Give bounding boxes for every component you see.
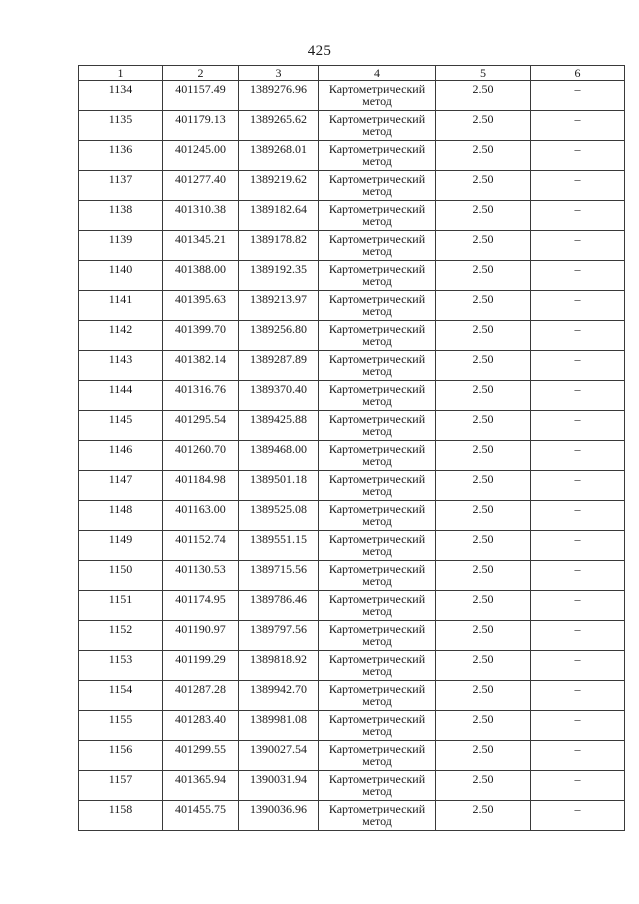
note-cell: – [531,441,625,471]
coord-y-cell: 1389468.00 [239,441,319,471]
method-line-1: Картометрический [328,562,426,576]
coord-y-cell: 1389192.35 [239,261,319,291]
table-row [79,771,625,801]
method-line-1: Картометрический [328,622,426,636]
header-row [79,66,625,81]
method-line-1: Картометрический [328,262,426,276]
method-line-2: метод [362,364,392,378]
point-number-cell: 1158 [79,801,163,831]
table-row [79,171,625,201]
table-body [79,81,625,831]
method-line-1: Картометрический [328,292,426,306]
method-line-1: Картометрический [328,802,426,816]
method-line-1: Картометрический [328,742,426,756]
method-line-2: метод [362,454,392,468]
accuracy-cell: 2.50 [436,171,531,201]
coord-y-cell: 1389287.89 [239,351,319,381]
method-cell [319,291,436,321]
table-row [79,561,625,591]
method-line-1: Картометрический [328,532,426,546]
accuracy-cell: 2.50 [436,531,531,561]
coord-y-cell: 1389219.62 [239,171,319,201]
column-header-1: 1 [79,66,163,81]
point-number-cell: 1151 [79,591,163,621]
method-line-2: метод [362,724,392,738]
method-cell [319,111,436,141]
note-cell: – [531,591,625,621]
method-line-2: метод [362,424,392,438]
accuracy-cell: 2.50 [436,501,531,531]
method-cell [319,501,436,531]
coord-x-cell: 401199.29 [163,651,239,681]
accuracy-cell: 2.50 [436,681,531,711]
coord-x-cell: 401365.94 [163,771,239,801]
table-row [79,321,625,351]
method-line-1: Картометрический [328,202,426,216]
point-number-cell: 1137 [79,171,163,201]
point-number-cell: 1138 [79,201,163,231]
point-number-cell: 1143 [79,351,163,381]
coord-x-cell: 401287.28 [163,681,239,711]
accuracy-cell: 2.50 [436,561,531,591]
accuracy-cell: 2.50 [436,291,531,321]
method-cell [319,711,436,741]
note-cell: – [531,411,625,441]
point-number-cell: 1150 [79,561,163,591]
table-header [79,66,625,81]
coord-y-cell: 1389256.80 [239,321,319,351]
method-line-2: метод [362,154,392,168]
table-row [79,471,625,501]
coord-y-cell: 1389525.08 [239,501,319,531]
table-row [79,111,625,141]
table-row [79,141,625,171]
method-line-2: метод [362,124,392,138]
point-number-cell: 1141 [79,291,163,321]
coord-y-cell: 1389370.40 [239,381,319,411]
method-line-1: Картометрический [328,112,426,126]
method-line-1: Картометрический [328,232,426,246]
table-row [79,441,625,471]
note-cell: – [531,771,625,801]
method-cell [319,771,436,801]
coord-x-cell: 401299.55 [163,741,239,771]
table-row [79,621,625,651]
method-cell [319,321,436,351]
point-number-cell: 1144 [79,381,163,411]
point-number-cell: 1146 [79,441,163,471]
coord-y-cell: 1389942.70 [239,681,319,711]
method-line-1: Картометрический [328,442,426,456]
coord-y-cell: 1389501.18 [239,471,319,501]
method-cell [319,801,436,831]
point-number-cell: 1145 [79,411,163,441]
method-line-2: метод [362,814,392,828]
method-line-2: метод [362,184,392,198]
point-number-cell: 1156 [79,741,163,771]
note-cell: – [531,261,625,291]
method-line-1: Картометрический [328,382,426,396]
method-line-1: Картометрический [328,172,426,186]
method-cell [319,591,436,621]
table-row [79,741,625,771]
point-number-cell: 1142 [79,321,163,351]
accuracy-cell: 2.50 [436,621,531,651]
method-cell [319,741,436,771]
method-line-1: Картометрический [328,712,426,726]
method-line-1: Картометрический [328,772,426,786]
method-line-2: метод [362,274,392,288]
accuracy-cell: 2.50 [436,591,531,621]
accuracy-cell: 2.50 [436,711,531,741]
note-cell: – [531,321,625,351]
method-cell [319,141,436,171]
coord-y-cell: 1389276.96 [239,81,319,111]
coord-y-cell: 1389425.88 [239,411,319,441]
method-line-2: метод [362,784,392,798]
method-cell [319,81,436,111]
coordinates-table [78,65,625,831]
point-number-cell: 1148 [79,501,163,531]
note-cell: – [531,561,625,591]
note-cell: – [531,531,625,561]
note-cell: – [531,351,625,381]
method-line-1: Картометрический [328,652,426,666]
method-line-2: метод [362,394,392,408]
note-cell: – [531,141,625,171]
accuracy-cell: 2.50 [436,351,531,381]
coord-y-cell: 1389182.64 [239,201,319,231]
method-line-1: Картометрический [328,322,426,336]
coord-y-cell: 1389551.15 [239,531,319,561]
accuracy-cell: 2.50 [436,651,531,681]
coord-x-cell: 401382.14 [163,351,239,381]
coord-x-cell: 401283.40 [163,711,239,741]
table-row [79,591,625,621]
coord-y-cell: 1389981.08 [239,711,319,741]
method-line-2: метод [362,304,392,318]
note-cell: – [531,201,625,231]
table-row [79,381,625,411]
coord-y-cell: 1389268.01 [239,141,319,171]
coord-x-cell: 401184.98 [163,471,239,501]
table-row [79,261,625,291]
coord-x-cell: 401295.54 [163,411,239,441]
note-cell: – [531,171,625,201]
method-line-2: метод [362,244,392,258]
method-line-2: метод [362,484,392,498]
method-line-2: метод [362,214,392,228]
method-line-2: метод [362,514,392,528]
note-cell: – [531,741,625,771]
method-line-2: метод [362,94,392,108]
note-cell: – [531,651,625,681]
table-row [79,411,625,441]
method-cell [319,561,436,591]
accuracy-cell: 2.50 [436,321,531,351]
method-line-1: Картометрический [328,82,426,96]
method-cell [319,681,436,711]
coord-x-cell: 401157.49 [163,81,239,111]
point-number-cell: 1134 [79,81,163,111]
point-number-cell: 1139 [79,231,163,261]
method-line-1: Картометрический [328,142,426,156]
accuracy-cell: 2.50 [436,231,531,261]
note-cell: – [531,111,625,141]
accuracy-cell: 2.50 [436,111,531,141]
coord-y-cell: 1390036.96 [239,801,319,831]
coord-y-cell: 1389818.92 [239,651,319,681]
table-row [79,651,625,681]
note-cell: – [531,381,625,411]
accuracy-cell: 2.50 [436,381,531,411]
table-row [79,81,625,111]
table-row [79,231,625,261]
method-line-1: Картометрический [328,472,426,486]
point-number-cell: 1154 [79,681,163,711]
method-line-2: метод [362,334,392,348]
accuracy-cell: 2.50 [436,441,531,471]
table-row [79,801,625,831]
column-header-2: 2 [163,66,239,81]
note-cell: – [531,711,625,741]
coord-x-cell: 401179.13 [163,111,239,141]
accuracy-cell: 2.50 [436,771,531,801]
coord-x-cell: 401316.76 [163,381,239,411]
method-cell [319,471,436,501]
method-line-1: Картометрический [328,502,426,516]
method-line-2: метод [362,664,392,678]
table-row [79,501,625,531]
column-header-5: 5 [436,66,531,81]
method-line-1: Картометрический [328,592,426,606]
accuracy-cell: 2.50 [436,81,531,111]
accuracy-cell: 2.50 [436,261,531,291]
coord-x-cell: 401310.38 [163,201,239,231]
coord-x-cell: 401455.75 [163,801,239,831]
coord-x-cell: 401277.40 [163,171,239,201]
accuracy-cell: 2.50 [436,471,531,501]
table-row [79,681,625,711]
table-row [79,531,625,561]
accuracy-cell: 2.50 [436,201,531,231]
method-cell [319,381,436,411]
method-cell [319,351,436,381]
method-cell [319,441,436,471]
note-cell: – [531,231,625,261]
note-cell: – [531,681,625,711]
accuracy-cell: 2.50 [436,141,531,171]
table-row [79,351,625,381]
coord-x-cell: 401260.70 [163,441,239,471]
note-cell: – [531,471,625,501]
table-row [79,711,625,741]
coord-y-cell: 1389797.56 [239,621,319,651]
coord-x-cell: 401399.70 [163,321,239,351]
coord-x-cell: 401174.95 [163,591,239,621]
note-cell: – [531,81,625,111]
coord-y-cell: 1389715.56 [239,561,319,591]
method-cell [319,171,436,201]
coord-x-cell: 401395.63 [163,291,239,321]
coord-y-cell: 1389213.97 [239,291,319,321]
method-line-2: метод [362,754,392,768]
point-number-cell: 1153 [79,651,163,681]
coord-x-cell: 401345.21 [163,231,239,261]
method-line-1: Картометрический [328,412,426,426]
coord-x-cell: 401388.00 [163,261,239,291]
method-cell [319,531,436,561]
method-cell [319,261,436,291]
coord-y-cell: 1389786.46 [239,591,319,621]
point-number-cell: 1147 [79,471,163,501]
point-number-cell: 1149 [79,531,163,561]
coord-x-cell: 401245.00 [163,141,239,171]
method-cell [319,201,436,231]
method-line-2: метод [362,544,392,558]
note-cell: – [531,621,625,651]
point-number-cell: 1140 [79,261,163,291]
point-number-cell: 1136 [79,141,163,171]
note-cell: – [531,801,625,831]
point-number-cell: 1152 [79,621,163,651]
accuracy-cell: 2.50 [436,411,531,441]
coord-y-cell: 1389178.82 [239,231,319,261]
page-number: 425 [307,43,332,59]
coord-y-cell: 1389265.62 [239,111,319,141]
method-line-1: Картометрический [328,352,426,366]
method-line-2: метод [362,604,392,618]
method-cell [319,411,436,441]
coord-x-cell: 401130.53 [163,561,239,591]
table-row [79,201,625,231]
table-row [79,291,625,321]
coord-y-cell: 1390031.94 [239,771,319,801]
point-number-cell: 1157 [79,771,163,801]
method-cell [319,231,436,261]
note-cell: – [531,501,625,531]
accuracy-cell: 2.50 [436,801,531,831]
method-cell [319,621,436,651]
column-header-3: 3 [239,66,319,81]
point-number-cell: 1135 [79,111,163,141]
method-line-2: метод [362,574,392,588]
coord-y-cell: 1390027.54 [239,741,319,771]
accuracy-cell: 2.50 [436,741,531,771]
method-line-1: Картометрический [328,682,426,696]
note-cell: – [531,291,625,321]
method-line-2: метод [362,634,392,648]
coord-x-cell: 401163.00 [163,501,239,531]
column-header-6: 6 [531,66,625,81]
coord-x-cell: 401190.97 [163,621,239,651]
method-line-2: метод [362,694,392,708]
point-number-cell: 1155 [79,711,163,741]
method-cell [319,651,436,681]
coord-x-cell: 401152.74 [163,531,239,561]
column-header-4: 4 [319,66,436,81]
